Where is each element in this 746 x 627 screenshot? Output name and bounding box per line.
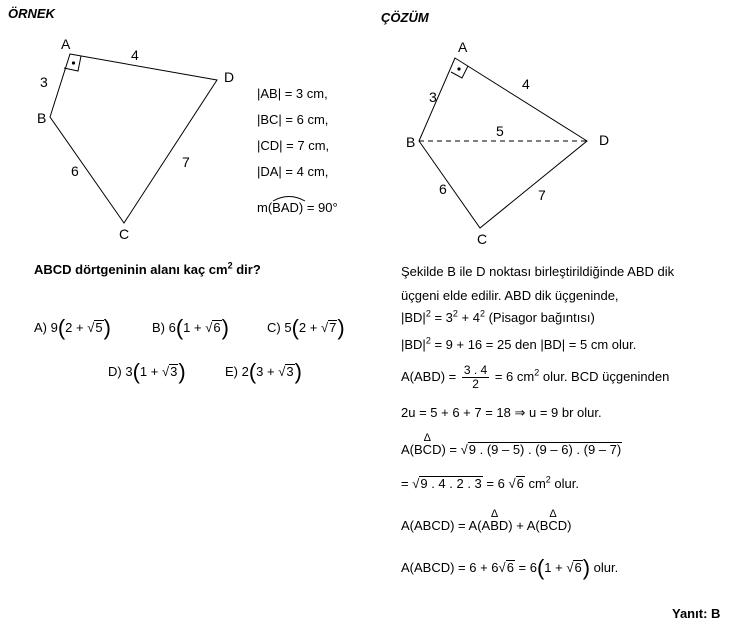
- arc-mark: [272, 194, 306, 202]
- sol-vertex-c: C: [477, 231, 488, 247]
- given-angle: [257, 200, 338, 216]
- solution-figure: [380, 30, 746, 250]
- sol-vertex-b: B: [406, 134, 416, 150]
- vertex-label-d: D: [224, 69, 235, 85]
- option-c: C) 5(2 + √7): [267, 315, 345, 340]
- solution-text-2: üçgeni elde edilir. ABD dik üçgeninde,: [401, 288, 619, 303]
- sol-edge-ab: 3: [429, 89, 437, 105]
- edge-label-ab: 3: [40, 74, 48, 90]
- solution-line-10: A(ABCD) = 6 + 6√6 = 6(1 + √6) olur.: [401, 555, 619, 580]
- solution-line-8: = √9 . 4 . 2 . 3 = 6 √6 $cm^2$ olur.: [401, 474, 579, 491]
- solution-quadrilateral: [419, 58, 587, 228]
- given-da: |DA| = 4 cm,: [257, 164, 329, 179]
- edge-label-cd: 7: [182, 154, 190, 170]
- edge-label-ad: 4: [131, 47, 139, 63]
- example-header: ÖRNEK: [8, 6, 55, 21]
- sol-vertex-a: A: [458, 39, 468, 55]
- solution-line-3: $|BD|^2 = 3^2 + 4^2$ (Pisagor bağıntısı): [401, 308, 595, 325]
- quadrilateral-abcd: [50, 54, 217, 223]
- sol-edge-cd: 7: [538, 187, 546, 203]
- option-b: B) 6(1 + √6): [152, 315, 229, 340]
- solution-right-angle-dot: [457, 67, 460, 70]
- option-a: A) 9(2 + √5): [34, 315, 111, 340]
- solution-line-6: 2u = 5 + 6 + 7 = 18 ⇒ u = 9 br olur.: [401, 405, 602, 420]
- option-d: D) 3(1 + √3): [108, 359, 186, 384]
- question-text: ABCD dörtgeninin alanı kaç $cm^2$ dir?: [34, 260, 261, 277]
- angle-name: BAD: [272, 200, 299, 215]
- option-e: E) 2(3 + √3): [225, 359, 302, 384]
- sol-edge-bc: 6: [439, 181, 447, 197]
- solution-line-5: A(ABD) = $\frac{3 . 4}{2}$ = 6 $cm^2$ olur. BCD üçgeninden: [401, 363, 670, 391]
- sol-vertex-d: D: [599, 132, 610, 148]
- right-angle-dot: [72, 61, 75, 64]
- solution-line-9: A(ABCD) = A(A Δ BD) + A(B Δ CD): [401, 508, 572, 533]
- vertex-label-a: A: [61, 36, 71, 52]
- answer-label: Yanıt: B: [672, 606, 721, 621]
- solution-line-4: $|BD|^2 = 9 + 16 = 25$ den |BD| = 5 cm olur.: [401, 335, 637, 352]
- sol-edge-ad: 4: [522, 76, 530, 92]
- solution-text-1: Şekilde B ile D noktası birleştirildiğinde ABD dik: [401, 264, 675, 279]
- solution-header: ÇÖZÜM: [381, 10, 429, 25]
- sol-edge-bd: 5: [496, 123, 504, 139]
- given-cd: |CD| = 7 cm,: [257, 138, 330, 153]
- given-bc: |BC| = 6 cm,: [257, 112, 329, 127]
- angle-suffix: ) = 90°: [298, 200, 338, 215]
- vertex-label-c: C: [119, 226, 130, 242]
- edge-label-bc: 6: [71, 163, 79, 179]
- vertex-label-b: B: [37, 110, 47, 126]
- angle-prefix: m(: [257, 200, 273, 215]
- given-ab: |AB| = 3 cm,: [257, 86, 328, 101]
- solution-line-7: A(B Δ CD) = √9 . (9 – 5) . (9 – 6) . (9 – 7): [401, 432, 622, 457]
